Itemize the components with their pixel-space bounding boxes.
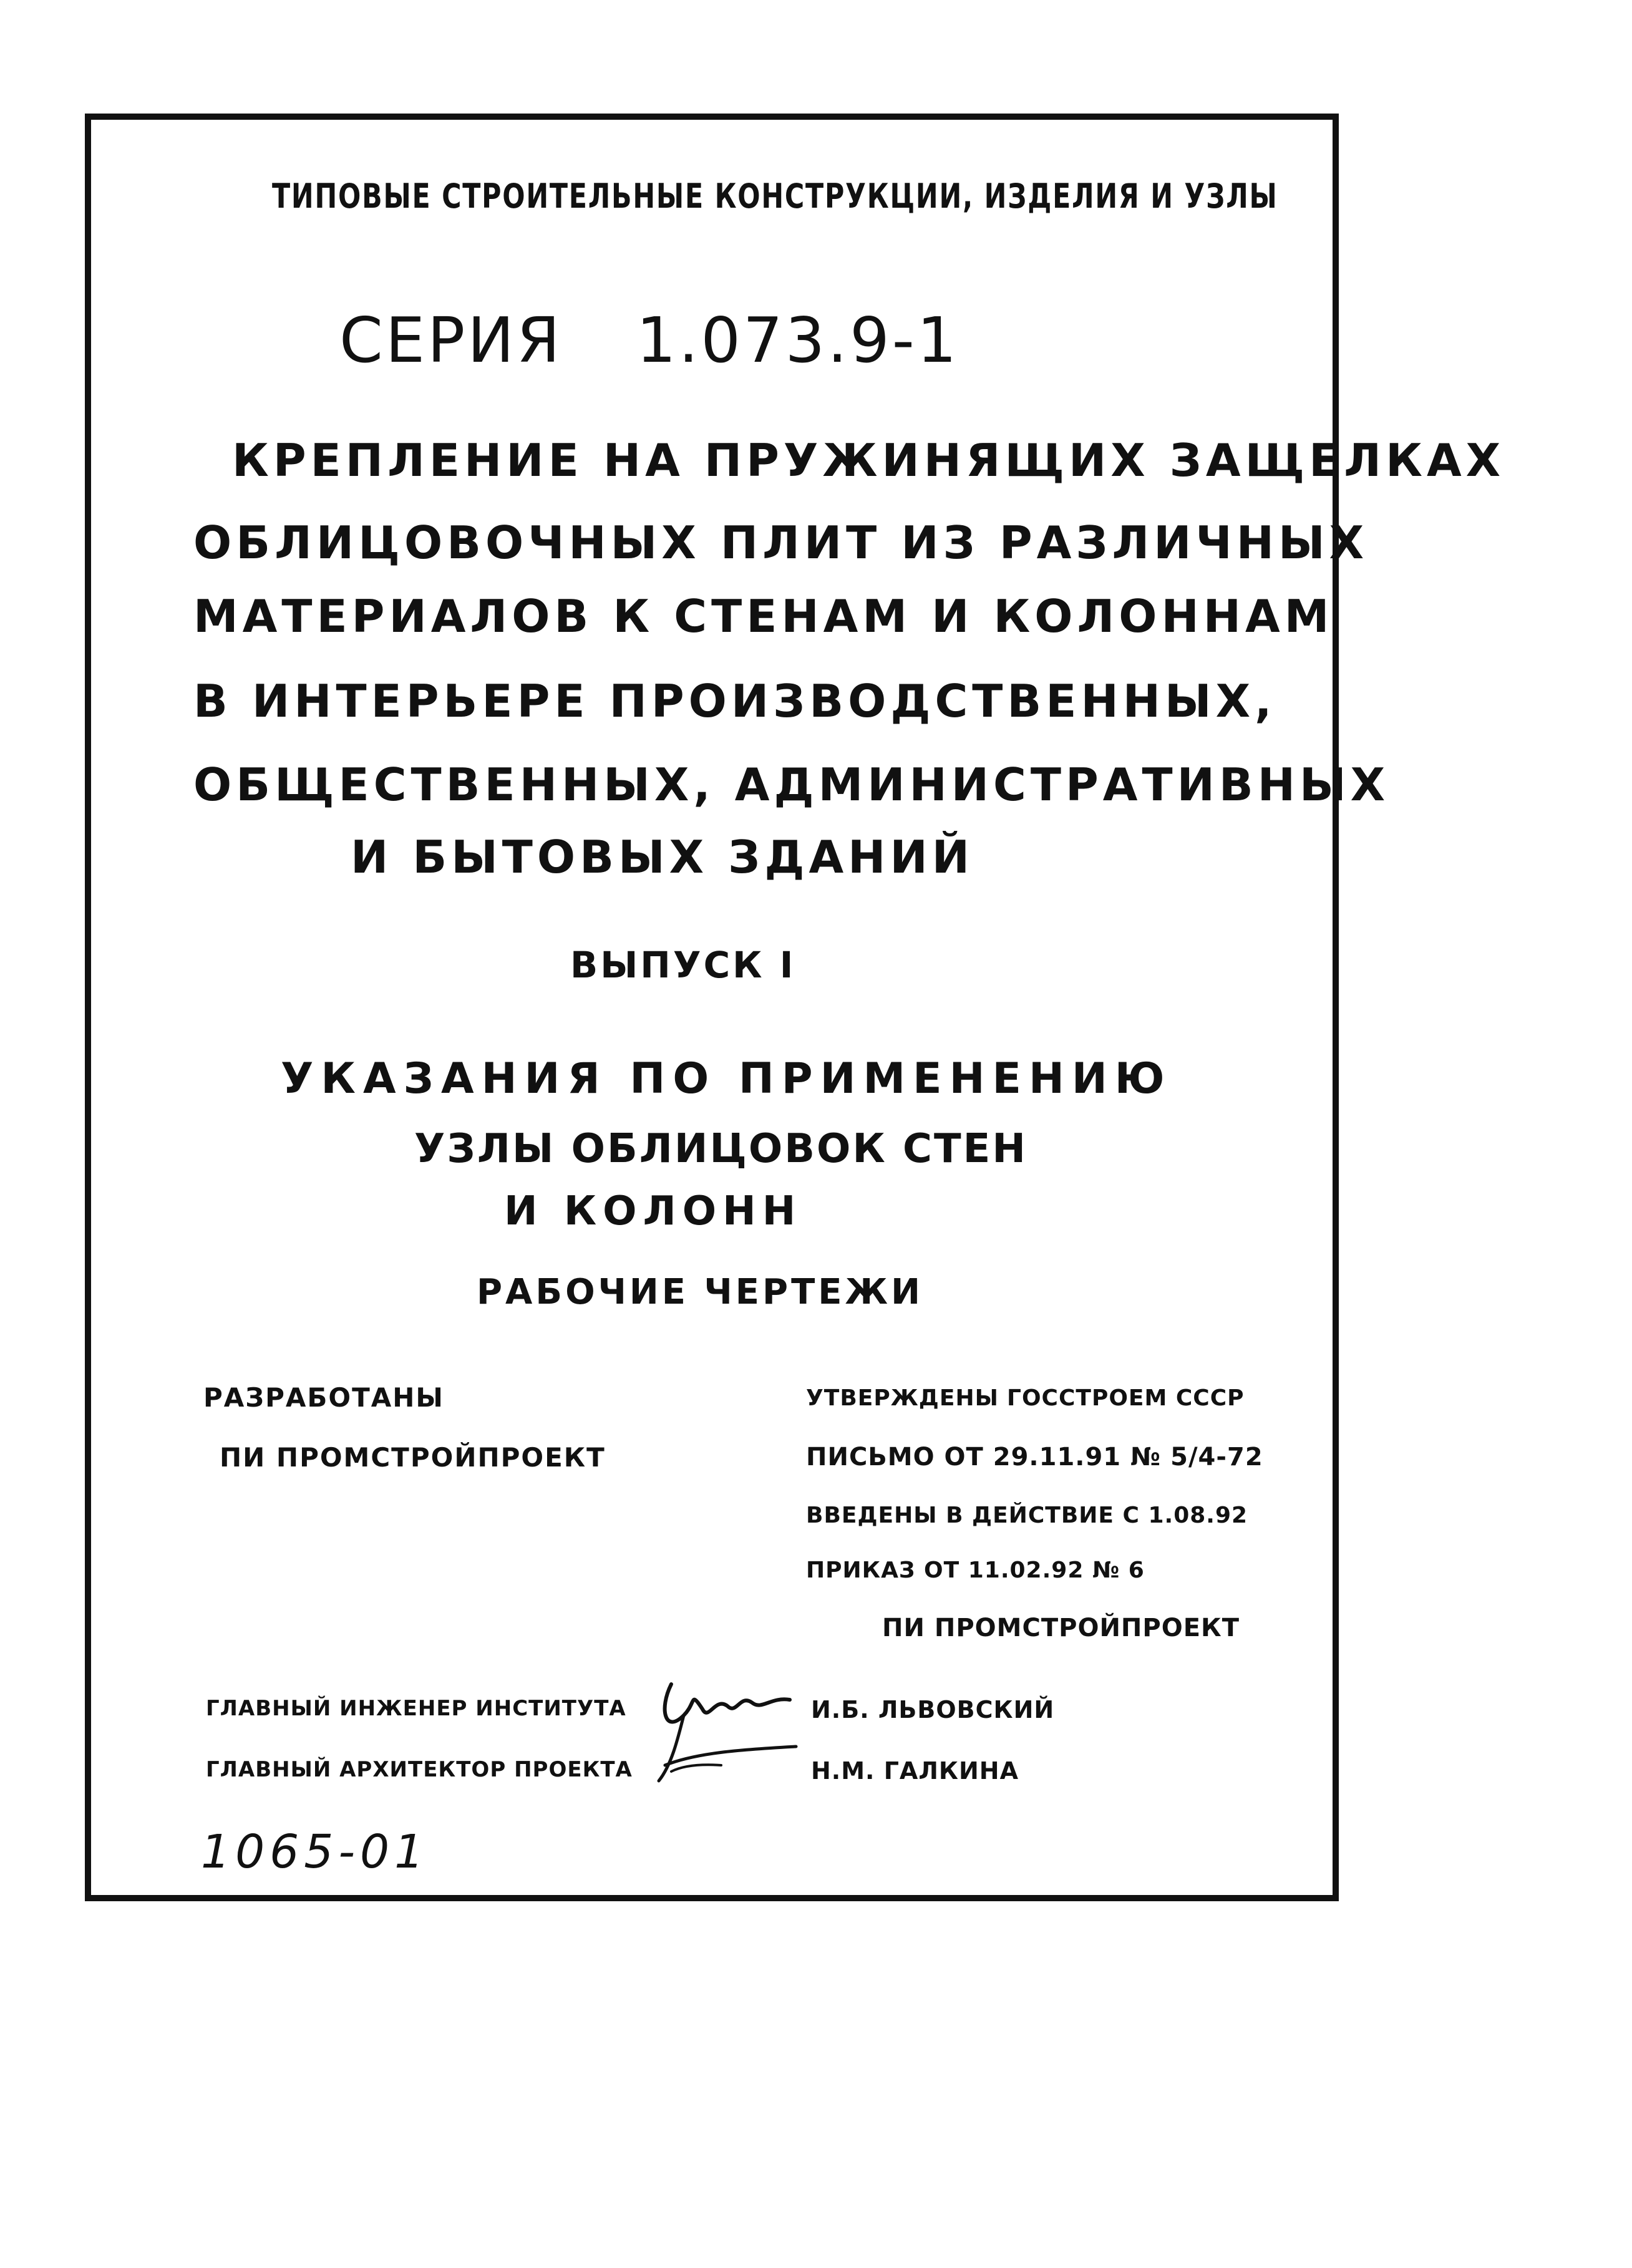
series-number: 1.073.9-1 (636, 304, 959, 377)
title-line: В ИНТЕРЬЕРЕ ПРОИЗВОДСТВЕННЫХ, (193, 675, 1276, 727)
title-line: МАТЕРИАЛОВ К СТЕНАМ И КОЛОННАМ (193, 590, 1334, 642)
title-line: ОБЩЕСТВЕННЫХ, АДМИНИСТРАТИВНЫХ (193, 758, 1390, 811)
signatory-name: Н.М. ГАЛКИНА (811, 1757, 1019, 1785)
approved-label: УТВЕРЖДЕНЫ (806, 1385, 999, 1411)
approval-org: ПИ ПРОМСТРОЙПРОЕКТ (882, 1614, 1240, 1642)
issue-label: ВЫПУСК I (570, 944, 796, 986)
signature-image (646, 1672, 809, 1790)
developed-by: ПИ ПРОМСТРОЙПРОЕКТ (220, 1442, 606, 1473)
document-header: ТИПОВЫЕ СТРОИТЕЛЬНЫЕ КОНСТРУКЦИИ, ИЗДЕЛИЯ И УЗЛЫ (272, 177, 1278, 216)
signatory-role: ГЛАВНЫЙ АРХИТЕКТОР ПРОЕКТА (206, 1757, 633, 1782)
approval-order: ПРИКАЗ ОТ 11.02.92 № 6 (806, 1558, 1145, 1583)
title-line: И БЫТОВЫХ ЗДАНИЙ (351, 831, 974, 883)
title-line: КРЕПЛЕНИЕ НА ПРУЖИНЯЩИХ ЗАЩЕЛКАХ (232, 434, 1505, 487)
document-code: 1065-01 (201, 1825, 429, 1879)
approval-letter: ПИСЬМО ОТ 29.11.91 № 5/4-72 (806, 1443, 1263, 1471)
subtitle-line: И КОЛОНН (504, 1188, 802, 1234)
effective-date: ВВЕДЕНЫ В ДЕЙСТВИЕ С 1.08.92 (806, 1503, 1248, 1528)
developed-label: РАЗРАБОТАНЫ (203, 1382, 444, 1413)
series-label: СЕРИЯ (339, 304, 563, 377)
signatory-name: И.Б. ЛЬВОВСКИЙ (811, 1696, 1055, 1723)
approved-by: ГОССТРОЕМ СССР (1007, 1385, 1245, 1411)
title-line: ОБЛИЦОВОЧНЫХ ПЛИТ ИЗ РАЗЛИЧНЫХ (193, 516, 1369, 569)
subtitle-line: УЗЛЫ ОБЛИЦОВОК СТЕН (414, 1126, 1027, 1172)
subtitle-line: УКАЗАНИЯ ПО ПРИМЕНЕНИЮ (281, 1054, 1172, 1103)
drawings-label: РАБОЧИЕ ЧЕРТЕЖИ (477, 1272, 923, 1312)
signatory-role: ГЛАВНЫЙ ИНЖЕНЕР ИНСТИТУТА (206, 1696, 626, 1721)
